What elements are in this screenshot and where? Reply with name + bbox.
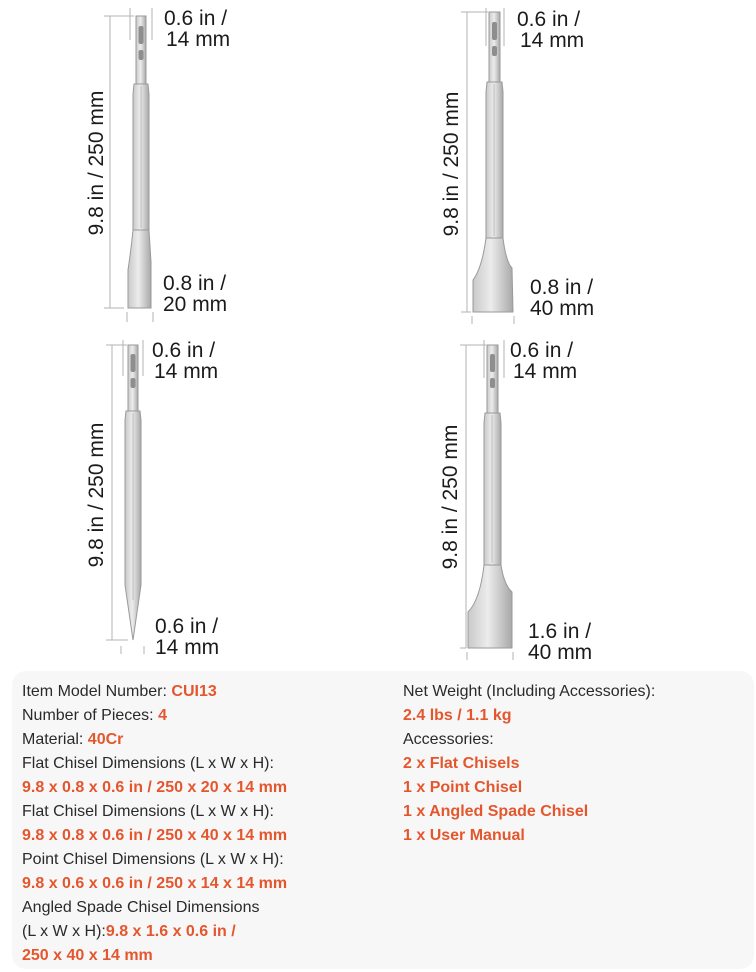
c2-length-label: 9.8 in / 250 mm <box>440 91 463 237</box>
flat2-value: 9.8 x 0.8 x 0.6 in / 250 x 40 x 14 mm <box>22 827 288 844</box>
flat2-label: Flat Chisel Dimensions (L x W x H): <box>22 803 274 820</box>
flat-chisel-20mm-image <box>128 16 151 308</box>
c2-shank-line1: 0.6 in / <box>517 8 581 31</box>
angled-label-2: (L x W x H): <box>22 923 106 940</box>
pieces-row <box>22 704 287 728</box>
c4-tip-line2: 40 mm <box>528 641 593 664</box>
c3-tip-line2: 14 mm <box>155 636 220 659</box>
material-label: Material: <box>22 731 88 748</box>
accessory-item: 2 x Flat Chisels <box>403 755 520 772</box>
pieces-value: 4 <box>158 707 167 724</box>
c3-tip-line1: 0.6 in / <box>155 615 219 638</box>
c2-tip-line1: 0.8 in / <box>530 276 594 299</box>
accessory-item: 1 x User Manual <box>403 827 525 844</box>
accessory-item: 1 x Point Chisel <box>403 779 523 796</box>
model-label: Item Model Number: <box>22 683 172 700</box>
c1-tip-line1: 0.8 in / <box>163 272 227 295</box>
c3-shank-line2: 14 mm <box>154 360 219 383</box>
c4-tip-line1: 1.6 in / <box>528 620 592 643</box>
c2-tip-line2: 40 mm <box>530 297 595 320</box>
angled-row <box>22 920 287 944</box>
weight-label: Net Weight (Including Accessories): <box>403 683 656 700</box>
c1-shank-line2: 14 mm <box>166 28 231 51</box>
c4-shank-line2: 14 mm <box>513 360 578 383</box>
model-row <box>22 680 287 704</box>
c1-shank-line1: 0.6 in / <box>164 7 228 30</box>
weight-value: 2.4 lbs / 1.1 kg <box>403 707 512 724</box>
flat1-label: Flat Chisel Dimensions (L x W x H): <box>22 755 274 772</box>
c3-shank-line1: 0.6 in / <box>152 339 216 362</box>
c3-length-label: 9.8 in / 250 mm <box>85 422 108 568</box>
angled-value-1: 9.8 x 1.6 x 0.6 in / <box>105 923 236 940</box>
accessory-item: 1 x Angled Spade Chisel <box>403 803 589 820</box>
c2-shank-line2: 14 mm <box>520 29 585 52</box>
model-value: CUI13 <box>171 683 217 700</box>
c1-length-label: 9.8 in / 250 mm <box>85 90 108 236</box>
accessories-label: Accessories: <box>403 731 494 748</box>
spec-panel <box>12 671 754 969</box>
angled-spade-chisel-image <box>468 345 512 648</box>
c4-length-label: 9.8 in / 250 mm <box>439 424 462 570</box>
angled-value-2: 250 x 40 x 14 mm <box>22 947 153 964</box>
pieces-label: Number of Pieces: <box>22 707 159 724</box>
spec-left-column <box>22 680 287 968</box>
point-value: 9.8 x 0.6 x 0.6 in / 250 x 14 x 14 mm <box>22 875 288 892</box>
angled-label: Angled Spade Chisel Dimensions <box>22 899 260 916</box>
flat-chisel-40mm-image <box>473 12 513 312</box>
point-chisel-image <box>125 345 141 640</box>
material-value: 40Cr <box>87 731 124 748</box>
point-label: Point Chisel Dimensions (L x W x H): <box>22 851 284 868</box>
c4-shank-line1: 0.6 in / <box>510 339 574 362</box>
c1-tip-line2: 20 mm <box>163 293 228 316</box>
material-row <box>22 728 287 752</box>
flat1-value: 9.8 x 0.8 x 0.6 in / 250 x 20 x 14 mm <box>22 779 288 796</box>
spec-right-column <box>403 680 655 848</box>
